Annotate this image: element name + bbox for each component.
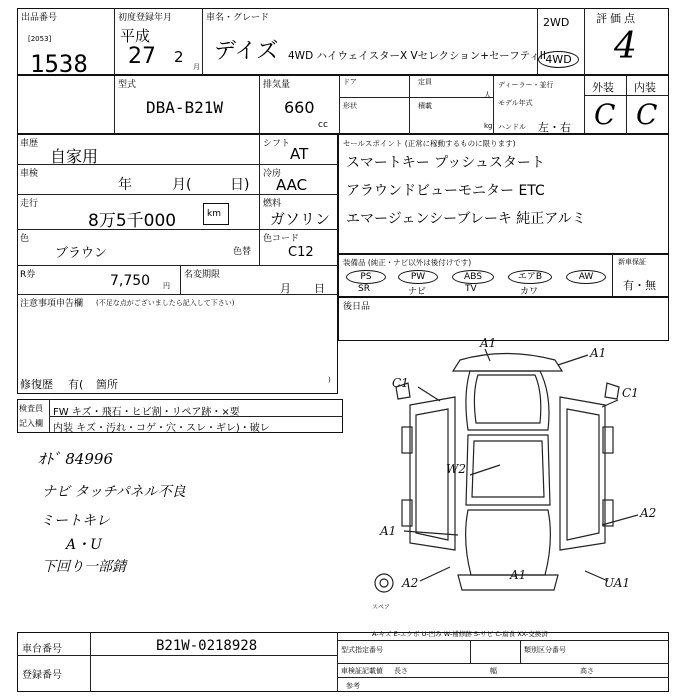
name-change-label: 名変期限 xyxy=(184,270,221,280)
new-car-value: 有・無 xyxy=(623,279,656,292)
inspection-month: 月( xyxy=(172,177,192,193)
mark-left-rear: A1 xyxy=(380,524,397,538)
exhibit-label: 出品番号 xyxy=(21,13,58,23)
load-label: 積載 xyxy=(418,102,432,110)
name-change-month: 月 xyxy=(280,282,291,295)
displacement-label: 排気量 xyxy=(263,80,291,90)
ac-label: 冷房 xyxy=(263,169,282,179)
inspector-row-1: FW キズ・飛石・ヒビ割・リペア跡・×要 xyxy=(53,407,240,418)
sales-line-1: スマートキー プッシュスタート xyxy=(346,155,545,171)
footer-frame xyxy=(17,632,669,692)
notes-sub: (不足な点がございましたら記入して下さい) xyxy=(96,299,235,307)
shape-label: 形状 xyxy=(343,102,357,110)
name-change-day: 日 xyxy=(314,282,325,295)
equip-aw-label: AW xyxy=(578,272,594,282)
capacity-unit: 人 xyxy=(484,91,491,99)
shift-label: シフト xyxy=(263,139,291,149)
inspector-label-2: 記入欄 xyxy=(19,419,43,428)
rating-label: 評価点 xyxy=(596,12,638,25)
equip-ps xyxy=(346,270,386,284)
damage-legend: A-キズ E-エクボ U-凹み W-補修跡 S-サビ C-腐食 XX-交換済 xyxy=(372,630,548,638)
mark-rear-center: A1 xyxy=(510,568,527,582)
frame-number-value: B21W-0218928 xyxy=(156,638,258,654)
spare-label: スペア xyxy=(372,604,391,611)
sales-line-2: アラウンドビューモニター ETC xyxy=(346,183,545,199)
car-name-label: 車名・グレード xyxy=(206,13,270,23)
drive-2wd: 2WD xyxy=(543,16,570,29)
interior-grade: C xyxy=(636,98,658,131)
equip-abs-label: ABS xyxy=(464,272,482,282)
reg-year: 27 xyxy=(128,44,156,69)
handwritten-line-4: A・U xyxy=(66,537,102,553)
repair-close-paren: ) xyxy=(328,376,331,384)
handle-value: 左・右 xyxy=(538,121,571,134)
equip-pw-label: PW xyxy=(410,272,426,282)
repair-unit: 箇所 xyxy=(96,378,118,391)
color-code-value: C12 xyxy=(288,245,314,260)
model-value: DBA-B21W xyxy=(146,98,224,117)
inspection-year: 年 xyxy=(118,177,132,193)
handwritten-line-3: ミートキレ xyxy=(40,513,110,529)
dims-label: 車検証記載値 xyxy=(341,667,383,675)
reg-month-unit: 月 xyxy=(193,63,200,71)
type-cert-label: 型式指定番号 xyxy=(341,646,383,654)
rating-value: 4 xyxy=(614,26,637,67)
handle-label: ハンドル xyxy=(498,123,526,131)
door-label: ドア xyxy=(343,78,357,86)
inspector-row-2: 内装 キズ・汚れ・コゲ・穴・スレ・ギレ)・破レ xyxy=(53,423,270,434)
history-value: 自家用 xyxy=(50,147,99,166)
load-unit: kg xyxy=(484,122,493,130)
mileage-value: 8万5千000 xyxy=(88,211,177,231)
exterior-label: 外装 xyxy=(592,81,614,94)
handwritten-line-2: ナビ タッチパネル不良 xyxy=(42,484,186,500)
mark-rear-left: A2 xyxy=(402,576,419,590)
inspection-label: 車検 xyxy=(20,169,39,179)
sales-label: セールスポイント (正常に稼動するものに限ります) xyxy=(343,139,516,148)
mark-front-right: A1 xyxy=(590,346,607,360)
equip-pw xyxy=(398,270,438,284)
after-items-label: 後日品 xyxy=(343,302,371,312)
equipment-label: 装備品 (純正・ナビ以外は後付けです) xyxy=(343,258,472,267)
displacement-value: 660 xyxy=(284,98,315,117)
registration-label: 登録番号 xyxy=(22,670,62,681)
equip-aw xyxy=(566,270,606,284)
height-label: 高さ xyxy=(580,667,594,675)
equip-leather-label: カワ xyxy=(520,287,539,297)
reg-month: 2 xyxy=(174,48,184,66)
equip-airbag-label: エアB xyxy=(517,272,543,282)
interior-label: 内装 xyxy=(634,81,656,94)
color-label: 色 xyxy=(20,234,30,244)
car-name: デイズ xyxy=(214,39,279,64)
left-details xyxy=(17,134,338,394)
equip-abs xyxy=(452,270,494,284)
drive-4wd-circle xyxy=(538,51,579,68)
recycle-label: R券 xyxy=(20,270,36,280)
dealer-label: ディーラー・並行 xyxy=(498,81,554,89)
equip-airbag xyxy=(508,270,552,284)
exhibit-number: 1538 xyxy=(30,50,88,78)
sales-line-3: エマージェンシーブレーキ 純正アルミ xyxy=(346,211,586,227)
model-label: 型式 xyxy=(118,80,137,90)
length-label: 長さ xyxy=(394,667,408,675)
mark-right-front-door: C1 xyxy=(622,386,639,400)
equip-sr-label: SR xyxy=(358,284,370,294)
displacement-unit: cc xyxy=(318,120,328,130)
grade: 4WD ハイウェイスターX Vセレクション+セーフティII xyxy=(288,50,546,62)
mark-rear-right: UA1 xyxy=(604,576,631,590)
width-label: 幅 xyxy=(490,667,497,675)
handwritten-line-1: ｵﾄﾞ 84996 xyxy=(38,450,113,468)
color-value: ブラウン xyxy=(55,246,108,261)
drive-4wd: 4WD xyxy=(545,53,572,66)
era: 平成 xyxy=(120,27,151,45)
mileage-unit: km xyxy=(207,209,221,219)
mark-left-front-door: C1 xyxy=(392,376,409,390)
inspector-label-1: 検査員 xyxy=(19,404,43,413)
capacity-label: 定員 xyxy=(418,78,432,86)
car-damage-diagram xyxy=(340,335,670,615)
history-label: 車歴 xyxy=(20,139,39,149)
inspection-day: 日) xyxy=(230,177,250,193)
repair-label: 修復歴 xyxy=(20,378,53,391)
color-code-label: 色コード xyxy=(263,234,300,244)
repair-value: 有( xyxy=(68,378,84,391)
mark-right-rear: A2 xyxy=(640,506,657,520)
notes-label: 注意事項申告欄 xyxy=(20,299,84,309)
exhibit-sub: [2053] xyxy=(28,35,52,43)
handwritten-line-5: 下回り一部錆 xyxy=(42,559,126,575)
equip-ps-label: PS xyxy=(360,272,372,282)
equip-tv-label: TV xyxy=(465,284,477,294)
color-change-label: 色替 xyxy=(233,247,252,257)
recycle-value: 7,750 xyxy=(110,273,151,289)
reference-label: 参考 xyxy=(346,682,360,690)
shift-value: AT xyxy=(290,145,309,163)
fuel-value: ガソリン xyxy=(270,210,331,228)
exterior-grade: C xyxy=(594,98,616,131)
frame-number-label: 車台番号 xyxy=(22,644,62,655)
fuel-label: 燃料 xyxy=(263,199,282,209)
first-reg-label: 初度登録年月 xyxy=(118,13,173,23)
ac-value: AAC xyxy=(276,176,308,194)
mark-front-bumper: A1 xyxy=(480,336,497,350)
equip-navi-label: ナビ xyxy=(408,287,427,297)
recycle-unit: 円 xyxy=(163,282,170,290)
mileage-label: 走行 xyxy=(20,199,39,209)
class-label: 類別区分番号 xyxy=(524,646,566,654)
model-year-label: モデル年式 xyxy=(498,99,533,107)
new-car-label: 新車保証 xyxy=(618,258,646,266)
mark-roof: W2 xyxy=(446,462,466,476)
